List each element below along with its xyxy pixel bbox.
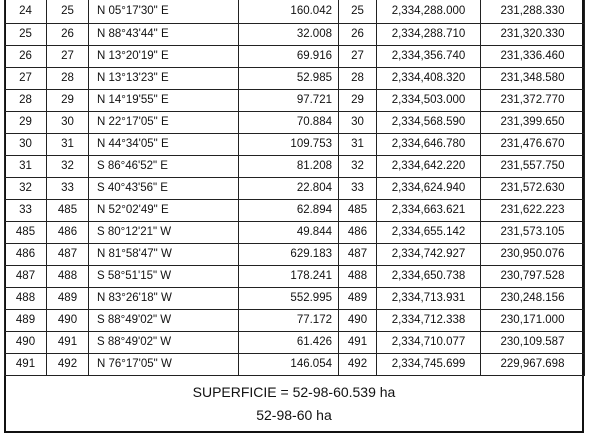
coord-y-cell: 2,334,288.710 [377, 24, 481, 46]
distance-cell: 109.753 [239, 134, 339, 156]
table-row [5, 156, 585, 178]
station-from-cell: 486 [5, 244, 47, 266]
vertex-cell: 491 [339, 332, 377, 354]
bearing-cell: N 52°02'49" E [89, 200, 239, 222]
table-row [5, 244, 585, 266]
table-row [5, 68, 585, 90]
station-to-cell: 25 [47, 0, 89, 24]
station-from-cell: 32 [5, 178, 47, 200]
surface-rounded: 52-98-60 ha [256, 407, 332, 423]
vertex-cell: 488 [339, 266, 377, 288]
vertex-cell: 31 [339, 134, 377, 156]
coord-x-cell: 231,476.670 [481, 134, 585, 156]
station-to-cell: 491 [47, 332, 89, 354]
coord-x-cell: 231,288.330 [481, 0, 585, 24]
table-row [5, 310, 585, 332]
bearing-cell: N 76°17'05" W [89, 354, 239, 376]
station-to-cell: 485 [47, 200, 89, 222]
coord-y-cell: 2,334,624.940 [377, 178, 481, 200]
vertex-cell: 27 [339, 46, 377, 68]
vertex-cell: 33 [339, 178, 377, 200]
vertex-cell: 489 [339, 288, 377, 310]
distance-cell: 629.183 [239, 244, 339, 266]
bearing-cell: S 86°46'52" E [89, 156, 239, 178]
vertex-cell: 487 [339, 244, 377, 266]
coord-y-cell: 2,334,650.738 [377, 266, 481, 288]
coord-y-cell: 2,334,745.699 [377, 354, 481, 376]
bearing-cell: S 80°12'21" W [89, 222, 239, 244]
coord-x-cell: 230,171.000 [481, 310, 585, 332]
bearing-cell: N 14°19'55" E [89, 90, 239, 112]
table-row [5, 200, 585, 222]
coord-x-cell: 231,557.750 [481, 156, 585, 178]
table-row [5, 332, 585, 354]
coord-y-cell: 2,334,712.338 [377, 310, 481, 332]
station-from-cell: 489 [5, 310, 47, 332]
station-to-cell: 492 [47, 354, 89, 376]
station-from-cell: 31 [5, 156, 47, 178]
coord-x-cell: 231,622.223 [481, 200, 585, 222]
station-from-cell: 28 [5, 90, 47, 112]
coord-y-cell: 2,334,742.927 [377, 244, 481, 266]
vertex-cell: 28 [339, 68, 377, 90]
coord-y-cell: 2,334,663.621 [377, 200, 481, 222]
station-to-cell: 28 [47, 68, 89, 90]
station-from-cell: 30 [5, 134, 47, 156]
coord-x-cell: 231,573.105 [481, 222, 585, 244]
vertex-cell: 492 [339, 354, 377, 376]
coord-y-cell: 2,334,408.320 [377, 68, 481, 90]
coord-y-cell: 2,334,642.220 [377, 156, 481, 178]
vertex-cell: 32 [339, 156, 377, 178]
coord-x-cell: 230,797.528 [481, 266, 585, 288]
distance-cell: 146.054 [239, 354, 339, 376]
distance-cell: 81.208 [239, 156, 339, 178]
station-from-cell: 26 [5, 46, 47, 68]
distance-cell: 52.985 [239, 68, 339, 90]
distance-cell: 160.042 [239, 0, 339, 24]
coord-x-cell: 230,109.587 [481, 332, 585, 354]
coord-y-cell: 2,334,713.931 [377, 288, 481, 310]
coord-y-cell: 2,334,503.000 [377, 90, 481, 112]
vertex-cell: 30 [339, 112, 377, 134]
distance-cell: 178.241 [239, 266, 339, 288]
distance-cell: 32.008 [239, 24, 339, 46]
distance-cell: 49.844 [239, 222, 339, 244]
table-row [5, 24, 585, 46]
bearing-cell: S 58°51'15" W [89, 266, 239, 288]
table-row [5, 134, 585, 156]
bearing-cell: N 13°20'19" E [89, 46, 239, 68]
coord-y-cell: 2,334,655.142 [377, 222, 481, 244]
station-to-cell: 33 [47, 178, 89, 200]
coord-x-cell: 231,348.580 [481, 68, 585, 90]
bearing-cell: N 88°43'44" E [89, 24, 239, 46]
station-to-cell: 487 [47, 244, 89, 266]
bearing-cell: S 88°49'02" W [89, 332, 239, 354]
coord-x-cell: 231,336.460 [481, 46, 585, 68]
bearing-cell: N 13°13'23" E [89, 68, 239, 90]
distance-cell: 97.721 [239, 90, 339, 112]
coord-y-cell: 2,334,646.780 [377, 134, 481, 156]
distance-cell: 61.426 [239, 332, 339, 354]
coord-x-cell: 230,950.076 [481, 244, 585, 266]
distance-cell: 62.894 [239, 200, 339, 222]
station-from-cell: 27 [5, 68, 47, 90]
coord-x-cell: 231,399.650 [481, 112, 585, 134]
station-from-cell: 33 [5, 200, 47, 222]
station-to-cell: 27 [47, 46, 89, 68]
table-row [5, 266, 585, 288]
bearing-cell: S 88°49'02" W [89, 310, 239, 332]
vertex-cell: 486 [339, 222, 377, 244]
station-to-cell: 26 [47, 24, 89, 46]
coord-x-cell: 230,248.156 [481, 288, 585, 310]
coord-x-cell: 231,372.770 [481, 90, 585, 112]
table-row [5, 0, 585, 24]
distance-cell: 22.804 [239, 178, 339, 200]
vertex-cell: 29 [339, 90, 377, 112]
bearing-cell: N 81°58'47" W [89, 244, 239, 266]
coord-y-cell: 2,334,356.740 [377, 46, 481, 68]
bearing-cell: N 22°17'05" E [89, 112, 239, 134]
station-to-cell: 486 [47, 222, 89, 244]
station-from-cell: 29 [5, 112, 47, 134]
bearing-cell: S 40°43'56" E [89, 178, 239, 200]
table-row [5, 90, 585, 112]
coord-y-cell: 2,334,710.077 [377, 332, 481, 354]
coord-x-cell: 231,572.630 [481, 178, 585, 200]
table-row [5, 288, 585, 310]
station-from-cell: 491 [5, 354, 47, 376]
table-row [5, 112, 585, 134]
distance-cell: 70.884 [239, 112, 339, 134]
station-from-cell: 490 [5, 332, 47, 354]
station-to-cell: 31 [47, 134, 89, 156]
bearing-cell: N 44°34'05" E [89, 134, 239, 156]
vertex-cell: 490 [339, 310, 377, 332]
distance-cell: 77.172 [239, 310, 339, 332]
station-to-cell: 488 [47, 266, 89, 288]
station-to-cell: 32 [47, 156, 89, 178]
bearing-cell: N 05°17'30" E [89, 0, 239, 24]
summary-box [4, 374, 584, 433]
distance-cell: 552.995 [239, 288, 339, 310]
station-from-cell: 485 [5, 222, 47, 244]
survey-table-body [5, 0, 585, 376]
coord-y-cell: 2,334,568.590 [377, 112, 481, 134]
table-row [5, 46, 585, 68]
vertex-cell: 25 [339, 0, 377, 24]
station-from-cell: 24 [5, 0, 47, 24]
station-from-cell: 488 [5, 288, 47, 310]
station-to-cell: 489 [47, 288, 89, 310]
vertex-cell: 26 [339, 24, 377, 46]
coord-x-cell: 229,967.698 [481, 354, 585, 376]
table-row [5, 222, 585, 244]
vertex-cell: 485 [339, 200, 377, 222]
table-row [5, 178, 585, 200]
table-row [5, 354, 585, 376]
station-from-cell: 487 [5, 266, 47, 288]
coord-x-cell: 231,320.330 [481, 24, 585, 46]
station-to-cell: 29 [47, 90, 89, 112]
station-to-cell: 30 [47, 112, 89, 134]
coord-y-cell: 2,334,288.000 [377, 0, 481, 24]
station-to-cell: 490 [47, 310, 89, 332]
station-from-cell: 25 [5, 24, 47, 46]
surface-label: SUPERFICIE = 52-98-60.539 ha [192, 384, 396, 400]
distance-cell: 69.916 [239, 46, 339, 68]
survey-table [4, 0, 585, 376]
bearing-cell: N 83°26'18" W [89, 288, 239, 310]
